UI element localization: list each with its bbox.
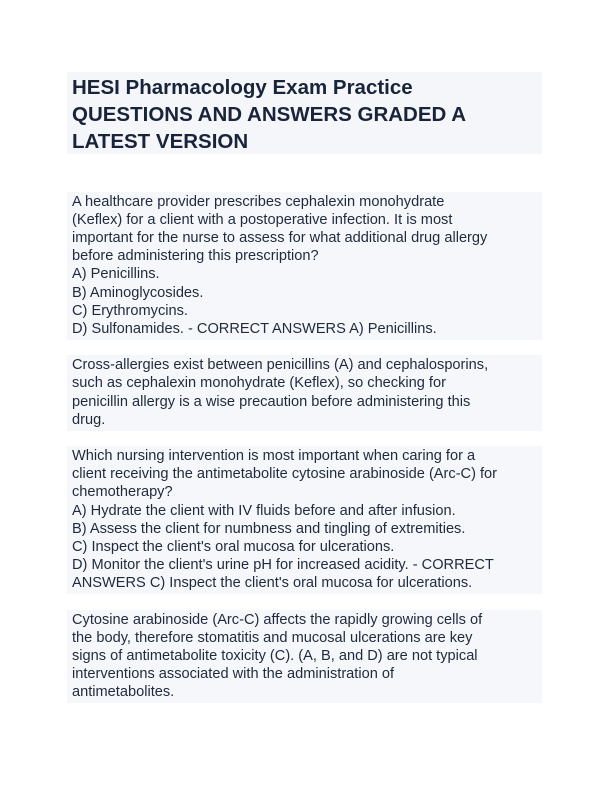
question-text-line: (Keflex) for a client with a postoperative infection. It is most — [72, 212, 453, 229]
question-text-line: D) Sulfonamides. - CORRECT ANSWERS A) Penicillins. — [72, 320, 437, 337]
question-text-line: D) Monitor the client's urine pH for increased acidity. - CORRECT — [72, 556, 494, 573]
rationale-text-line: Cytosine arabinoside (Arc-C) affects the rapidly growing cells of — [72, 611, 483, 628]
rationale-text-line: signs of antimetabolite toxicity (C). (A, B, and D) are not typical — [72, 647, 478, 664]
rationale-text-line: drug. — [72, 411, 106, 428]
rationale-text-line: penicillin allergy is a wise precaution before administering this — [72, 393, 471, 410]
question-text-line: A) Penicillins. — [72, 266, 160, 283]
rationale-text-line: Cross-allergies exist between penicillins (A) and cephalosporins, — [72, 357, 489, 374]
rationale-text-line: the body, therefore stomatitis and mucosal ulcerations are key — [72, 629, 473, 646]
document-title-line-3: LATEST VERSION — [72, 130, 249, 153]
question-text-line: B) Assess the client for numbness and tingling of extremities. — [72, 520, 466, 537]
question-text-line: before administering this prescription? — [72, 248, 319, 265]
question-text-line: Which nursing intervention is most important when caring for a — [72, 448, 476, 465]
rationale-text-line: interventions associated with the administration of — [72, 665, 395, 682]
rationale-text-line: such as cephalexin monohydrate (Keflex), so checking for — [72, 375, 446, 392]
question-text-line: ANSWERS C) Inspect the client's oral mucosa for ulcerations. — [72, 574, 473, 591]
question-text-line: important for the nurse to assess for what additional drug allergy — [72, 230, 488, 247]
rationale-text-line: antimetabolites. — [72, 683, 175, 700]
question-text-line: client receiving the antimetabolite cytosine arabinoside (Arc-C) for — [72, 466, 498, 483]
question-text-line: C) Erythromycins. — [72, 302, 188, 319]
document-title-line-1: HESI Pharmacology Exam Practice — [72, 76, 413, 99]
document-title-line-2: QUESTIONS AND ANSWERS GRADED A — [72, 103, 467, 126]
question-text-line: A) Hydrate the client with IV fluids before and after infusion. — [72, 502, 456, 519]
question-text-line: A healthcare provider prescribes cephalexin monohydrate — [72, 194, 445, 210]
question-text-line: B) Aminoglycosides. — [72, 284, 204, 301]
question-text-line: chemotherapy? — [72, 484, 173, 501]
question-text-line: C) Inspect the client's oral mucosa for ulcerations. — [72, 538, 395, 555]
